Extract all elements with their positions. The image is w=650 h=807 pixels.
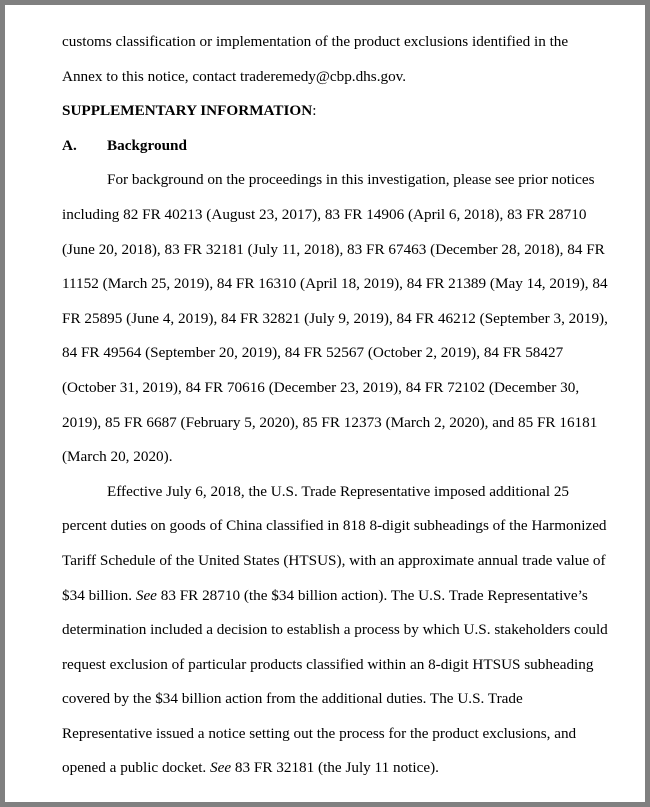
heading-colon: : — [312, 102, 317, 120]
supplementary-heading-text: SUPPLEMENTARY INFORMATION — [62, 102, 313, 120]
text-line: Representative issued a notice setting out the process for the product exclusions, and — [62, 724, 577, 742]
text-line: determination included a decision to establish a process by which U.S. stakeholders could — [62, 621, 608, 639]
text-segment: 83 FR 32181 (the July 11 notice). — [231, 759, 439, 777]
see-citation: See — [210, 759, 232, 777]
section-title: Background — [107, 136, 187, 154]
text-line: FR 25895 (June 4, 2019), 84 FR 32821 (July 9, 2019), 84 FR 46212 (September 3, 2019), — [62, 309, 608, 327]
document-page — [5, 5, 645, 802]
text-line: Annex to this notice, contact traderemedy@cbp.dhs.gov. — [62, 67, 407, 85]
text-line: (October 31, 2019), 84 FR 70616 (December 23, 2019), 84 FR 72102 (December 30, — [62, 378, 580, 396]
text-line: covered by the $34 billion action from the additional duties. The U.S. Trade — [62, 690, 523, 708]
text-segment: 83 FR 28710 (the $34 billion action). The U.S. Trade Representative’s — [156, 586, 588, 604]
section-letter: A. — [62, 136, 77, 154]
text-line: 2019), 85 FR 6687 (February 5, 2020), 85 FR 12373 (March 2, 2020), and 85 FR 16181 — [62, 413, 598, 431]
paragraph-background — [62, 167, 610, 478]
text-line: 84 FR 49564 (September 20, 2019), 84 FR 52567 (October 2, 2019), 84 FR 58427 — [62, 344, 564, 362]
text-line: 11152 (March 25, 2019), 84 FR 16310 (April 18, 2019), 84 FR 21389 (May 14, 2019), 84 — [62, 275, 608, 293]
text-line: percent duties on goods of China classified in 818 8-digit subheadings of the Harmonized — [62, 517, 607, 535]
supplementary-heading — [62, 98, 610, 133]
paragraph-effective — [62, 479, 610, 790]
text-line: Tariff Schedule of the United States (HTSUS), with an approximate annual trade value of — [62, 551, 606, 569]
text-line: request exclusion of particular products classified within an 8-digit HTSUS subheading — [62, 655, 594, 673]
text-line — [62, 583, 610, 618]
text-line — [62, 755, 610, 790]
section-heading — [62, 133, 610, 168]
see-citation: See — [135, 586, 157, 604]
text-line: For background on the proceedings in this investigation, please see prior notices — [107, 171, 595, 189]
document-body — [62, 29, 610, 790]
text-line: Effective July 6, 2018, the U.S. Trade Representative imposed additional 25 — [107, 482, 570, 500]
text-line: customs classification or implementation of the product exclusions identified in the — [62, 33, 569, 50]
text-line: (June 20, 2018), 83 FR 32181 (July 11, 2018), 83 FR 67463 (December 28, 2018), 84 FR — [62, 240, 605, 258]
text-segment: $34 billion. — [62, 586, 136, 604]
text-segment: opened a public docket. — [62, 759, 211, 777]
text-line: including 82 FR 40213 (August 23, 2017), 83 FR 14906 (April 6, 2018), 83 FR 28710 — [62, 205, 587, 223]
text-line: (March 20, 2020). — [62, 448, 173, 466]
